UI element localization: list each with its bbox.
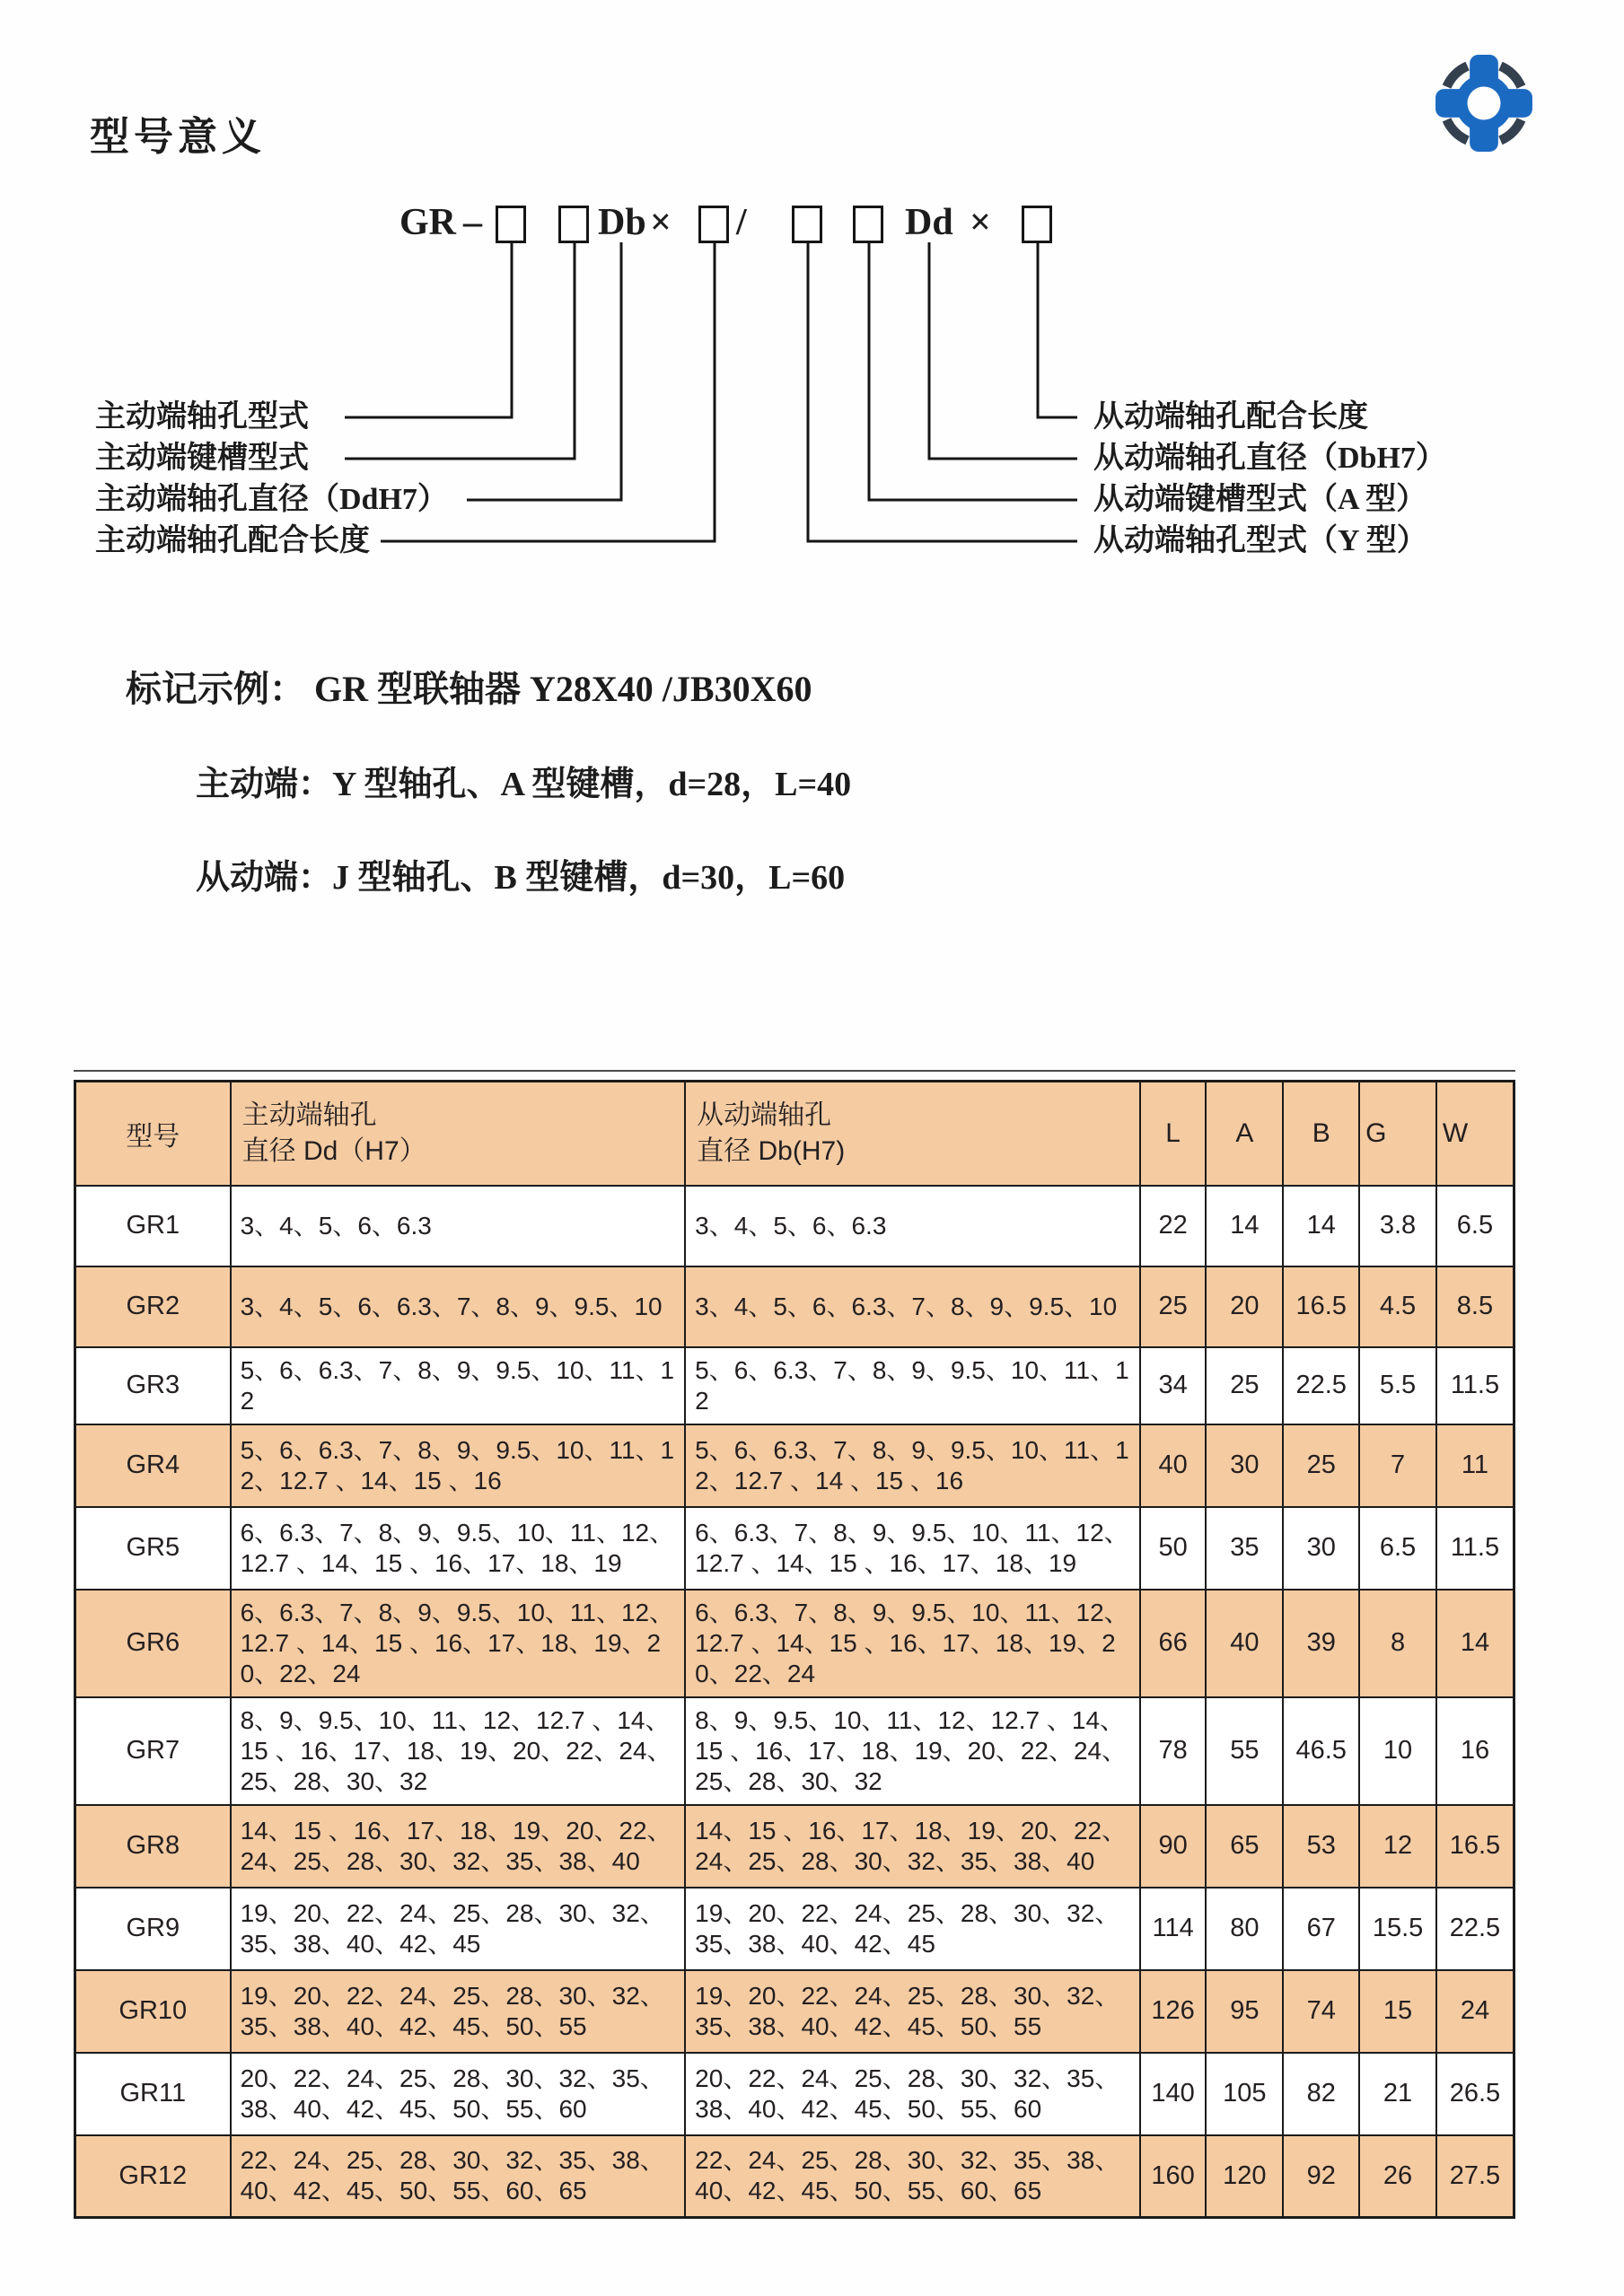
driven-bore-cell: 19、20、22、24、25、28、30、32、35、38、40、42、45、50、55 — [685, 1970, 1140, 2053]
header-drive-bore-line2: 直径 Dd（H7） — [241, 1135, 426, 1166]
L-cell: 160 — [1140, 2135, 1207, 2218]
G-cell: 8 — [1359, 1590, 1436, 1697]
A-cell: 25 — [1206, 1347, 1283, 1424]
drive-bore-cell: 22、24、25、28、30、32、35、38、40、42、45、50、55、60、65 — [231, 2135, 686, 2218]
model-cell: GR5 — [75, 1507, 231, 1590]
header-G: G — [1359, 1082, 1436, 1186]
B-cell: 82 — [1283, 2053, 1359, 2135]
driven-bore-cell: 8、9、9.5、10、11、12、12.7 、14、15 、16、17、18、19、20、22、24、25、28、30、32 — [685, 1697, 1140, 1805]
drive-bore-cell: 19、20、22、24、25、28、30、32、35、38、40、42、45 — [231, 1888, 686, 1970]
model-cell: GR10 — [75, 1970, 231, 2053]
A-cell: 40 — [1206, 1590, 1283, 1697]
L-cell: 40 — [1140, 1424, 1207, 1507]
B-cell: 30 — [1283, 1507, 1359, 1590]
L-cell: 114 — [1140, 1888, 1207, 1970]
G-cell: 26 — [1359, 2135, 1436, 2218]
W-cell: 11.5 — [1436, 1507, 1514, 1590]
table-row-gr9 — [75, 1888, 1514, 1970]
formula-prefix: GR — [399, 202, 456, 243]
B-cell: 92 — [1283, 2135, 1359, 2218]
W-cell: 14 — [1436, 1590, 1514, 1697]
table-row-gr4 — [75, 1424, 1514, 1507]
formula-dash: – — [463, 202, 482, 243]
model-cell: GR6 — [75, 1590, 231, 1697]
A-cell: 55 — [1206, 1697, 1283, 1805]
connector-right-3 — [869, 242, 1077, 500]
W-cell: 8.5 — [1436, 1266, 1514, 1347]
formula-db: Db — [598, 202, 646, 243]
label-drive-key-type: 主动端键槽型式 — [95, 442, 309, 475]
L-cell: 22 — [1140, 1186, 1207, 1266]
formula-box-drive-bore-type — [496, 206, 526, 243]
drive-bore-cell: 19、20、22、24、25、28、30、32、35、38、40、42、45、50、55 — [231, 1970, 686, 2053]
B-cell: 67 — [1283, 1888, 1359, 1970]
model-cell: GR1 — [75, 1186, 231, 1266]
drive-bore-cell: 5、6、6.3、7、8、9、9.5、10、11、12、12.7 、14、15 、16 — [231, 1424, 686, 1507]
header-driven-bore-line2: 直径 Db(H7) — [697, 1135, 846, 1166]
L-cell: 90 — [1140, 1805, 1207, 1888]
W-cell: 11.5 — [1436, 1347, 1514, 1424]
G-cell: 6.5 — [1359, 1507, 1436, 1590]
header-W: W — [1436, 1082, 1514, 1186]
driven-bore-cell: 22、24、25、28、30、32、35、38、40、42、45、50、55、60、65 — [685, 2135, 1140, 2218]
table-row-gr1 — [75, 1186, 1514, 1266]
L-cell: 25 — [1140, 1266, 1207, 1347]
W-cell: 6.5 — [1436, 1186, 1514, 1266]
B-cell: 46.5 — [1283, 1697, 1359, 1805]
G-cell: 15.5 — [1359, 1888, 1436, 1970]
driven-bore-cell: 20、22、24、25、28、30、32、35、38、40、42、45、50、55、60 — [685, 2053, 1140, 2135]
drive-bore-cell: 14、15 、16、17、18、19、20、22、24、25、28、30、32、35、38、40 — [231, 1805, 686, 1888]
model-cell: GR11 — [75, 2053, 231, 2135]
B-cell: 16.5 — [1283, 1266, 1359, 1347]
W-cell: 26.5 — [1436, 2053, 1514, 2135]
model-cell: GR7 — [75, 1697, 231, 1805]
model-cell: GR3 — [75, 1347, 231, 1424]
W-cell: 22.5 — [1436, 1888, 1514, 1970]
driven-bore-cell: 6、6.3、7、8、9、9.5、10、11、12、12.7 、14、15 、16、17、18、19 — [685, 1507, 1140, 1590]
driven-bore-cell: 6、6.3、7、8、9、9.5、10、11、12、12.7 、14、15 、16、17、18、19、20、22、24 — [685, 1590, 1140, 1697]
L-cell: 78 — [1140, 1697, 1207, 1805]
table-row-gr5 — [75, 1507, 1514, 1590]
driven-bore-cell: 3、4、5、6、6.3、7、8、9、9.5、10 — [685, 1266, 1140, 1347]
B-cell: 53 — [1283, 1805, 1359, 1888]
drive-bore-cell: 8、9、9.5、10、11、12、12.7 、14、15 、16、17、18、19、20、22、24、25、28、30、32 — [231, 1697, 686, 1805]
W-cell: 27.5 — [1436, 2135, 1514, 2218]
L-cell: 34 — [1140, 1347, 1207, 1424]
model-formula — [0, 201, 1624, 248]
formula-dd: Dd — [905, 202, 953, 243]
marking-example-driven: 从动端：J 型轴孔、B 型键槽，d=30，L=60 — [196, 859, 846, 897]
connector-left-2 — [345, 242, 575, 459]
driven-bore-cell: 14、15 、16、17、18、19、20、22、24、25、28、30、32、35、38、40 — [685, 1805, 1140, 1888]
B-cell: 39 — [1283, 1590, 1359, 1697]
table-row-gr8 — [75, 1805, 1514, 1888]
label-driven-bore-dia: 从动端轴孔直径（DbH7） — [1093, 442, 1446, 475]
table-top-rule — [74, 1070, 1515, 1072]
table-row-gr7 — [75, 1697, 1514, 1805]
table-row-gr6 — [75, 1590, 1514, 1697]
page-title: 型号意义 — [90, 115, 266, 159]
W-cell: 16 — [1436, 1697, 1514, 1805]
driven-bore-cell: 5、6、6.3、7、8、9、9.5、10、11、12、12.7 、14 、15 、16 — [685, 1424, 1140, 1507]
formula-box-driven-length — [1022, 206, 1052, 243]
formula-box-drive-length — [698, 206, 729, 243]
B-cell: 14 — [1283, 1186, 1359, 1266]
marking-example-drive: 主动端：Y 型轴孔、A 型键槽，d=28，L=40 — [196, 766, 852, 803]
formula-times-2: × — [970, 202, 991, 243]
connector-right-2 — [929, 242, 1077, 459]
table-row-gr11 — [75, 2053, 1514, 2135]
L-cell: 126 — [1140, 1970, 1207, 2053]
L-cell: 140 — [1140, 2053, 1207, 2135]
model-cell: GR12 — [75, 2135, 231, 2218]
L-cell: 66 — [1140, 1590, 1207, 1697]
A-cell: 120 — [1206, 2135, 1283, 2218]
label-drive-bore-type: 主动端轴孔型式 — [95, 400, 309, 434]
connector-right-1 — [1038, 242, 1077, 417]
header-drive-bore — [231, 1082, 686, 1186]
A-cell: 80 — [1206, 1888, 1283, 1970]
connector-left-1 — [345, 242, 512, 417]
driven-bore-cell: 5、6、6.3、7、8、9、9.5、10、11、12 — [685, 1347, 1140, 1424]
A-cell: 20 — [1206, 1266, 1283, 1347]
model-cell: GR8 — [75, 1805, 231, 1888]
drive-bore-cell: 3、4、5、6、6.3 — [231, 1186, 686, 1266]
B-cell: 74 — [1283, 1970, 1359, 2053]
header-drive-bore-line1: 主动端轴孔 — [241, 1100, 377, 1130]
G-cell: 21 — [1359, 2053, 1436, 2135]
A-cell: 95 — [1206, 1970, 1283, 2053]
W-cell: 24 — [1436, 1970, 1514, 2053]
driven-bore-cell: 19、20、22、24、25、28、30、32、35、38、40、42、45 — [685, 1888, 1140, 1970]
formula-slash: / — [736, 202, 747, 243]
formula-box-driven-bore-type — [792, 206, 822, 243]
header-model: 型号 — [75, 1082, 231, 1186]
A-cell: 65 — [1206, 1805, 1283, 1888]
spec-table — [74, 1080, 1515, 2219]
label-drive-bore-dia: 主动端轴孔直径（DdH7） — [95, 483, 448, 516]
model-cell: GR4 — [75, 1424, 231, 1507]
A-cell: 14 — [1206, 1186, 1283, 1266]
A-cell: 30 — [1206, 1424, 1283, 1507]
A-cell: 35 — [1206, 1507, 1283, 1590]
G-cell: 10 — [1359, 1697, 1436, 1805]
G-cell: 3.8 — [1359, 1186, 1436, 1266]
drive-bore-cell: 20、22、24、25、28、30、32、35、38、40、42、45、50、55、60 — [231, 2053, 686, 2135]
model-cell: GR9 — [75, 1888, 231, 1970]
header-B: B — [1283, 1082, 1359, 1186]
table-row-gr3 — [75, 1347, 1514, 1424]
L-cell: 50 — [1140, 1507, 1207, 1590]
A-cell: 105 — [1206, 2053, 1283, 2135]
table-row-gr10 — [75, 1970, 1514, 2053]
label-drive-fit-length: 主动端轴孔配合长度 — [95, 524, 370, 557]
drive-bore-cell: 6、6.3、7、8、9、9.5、10、11、12、12.7 、14、15 、16、17、18、19、20、22、24 — [231, 1590, 686, 1697]
formula-times-1: × — [650, 202, 672, 243]
W-cell: 11 — [1436, 1424, 1514, 1507]
drive-bore-cell: 5、6、6.3、7、8、9、9.5、10、11、12 — [231, 1347, 686, 1424]
model-cell: GR2 — [75, 1266, 231, 1347]
formula-box-driven-key-type — [853, 206, 883, 243]
G-cell: 5.5 — [1359, 1347, 1436, 1424]
table-row-gr12 — [75, 2135, 1514, 2218]
B-cell: 25 — [1283, 1424, 1359, 1507]
G-cell: 4.5 — [1359, 1266, 1436, 1347]
label-driven-fit-length: 从动端轴孔配合长度 — [1093, 400, 1368, 434]
header-driven-bore — [685, 1082, 1140, 1186]
driven-bore-cell: 3、4、5、6、6.3 — [685, 1186, 1140, 1266]
connector-left-3 — [467, 242, 621, 500]
marking-example-title: 标记示例： GR 型联轴器 Y28X40 /JB30X60 — [126, 669, 812, 709]
header-A: A — [1206, 1082, 1283, 1186]
G-cell: 12 — [1359, 1805, 1436, 1888]
table-header-row — [75, 1082, 1514, 1186]
W-cell: 16.5 — [1436, 1805, 1514, 1888]
label-driven-key-type: 从动端键槽型式（A 型） — [1093, 483, 1427, 516]
G-cell: 15 — [1359, 1970, 1436, 2053]
label-driven-bore-type: 从动端轴孔型式（Y 型） — [1093, 524, 1427, 557]
B-cell: 22.5 — [1283, 1347, 1359, 1424]
drive-bore-cell: 3、4、5、6、6.3、7、8、9、9.5、10 — [231, 1266, 686, 1347]
G-cell: 7 — [1359, 1424, 1436, 1507]
formula-box-drive-key-type — [558, 206, 589, 243]
drive-bore-cell: 6、6.3、7、8、9、9.5、10、11、12、12.7 、14、15 、16、17、18、19 — [231, 1507, 686, 1590]
table-row-gr2 — [75, 1266, 1514, 1347]
header-L: L — [1140, 1082, 1207, 1186]
header-driven-bore-line1: 从动端轴孔 — [697, 1100, 832, 1130]
